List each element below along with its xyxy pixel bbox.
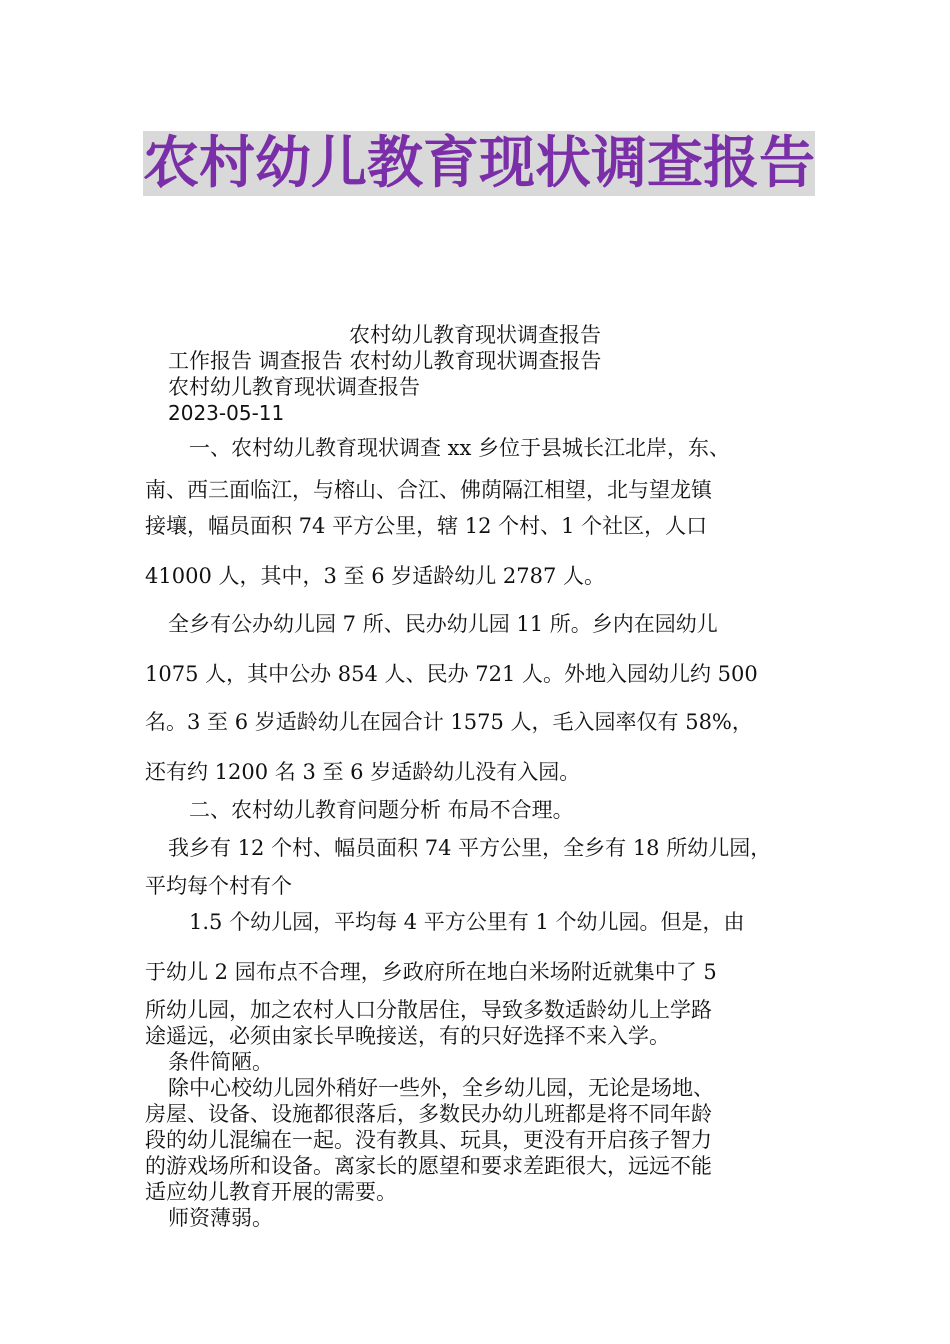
body-line: 41000 人，其中，3 至 6 岁适龄幼儿 2787 人。 [145,564,606,588]
body-line: 还有约 1200 名 3 至 6 岁适龄幼儿没有入园。 [145,760,581,784]
body-line: 平均每个村有个 [145,874,292,898]
date-line: 2023-05-11 [168,401,285,425]
document-title [143,128,823,200]
body-line: 师资薄弱。 [168,1206,273,1230]
body-line: 名。3 至 6 岁适龄幼儿在园合计 1575 人，毛入园率仅有 58%， [145,710,753,734]
body-line: 全乡有公办幼儿园 7 所、民办幼儿园 11 所。乡内在园幼儿 [168,612,718,636]
body-line: 我乡有 12 个村、幅员面积 74 平方公里，全乡有 18 所幼儿园， [168,836,772,860]
tags-line: 工作报告 调查报告 农村幼儿教育现状调查报告 [168,349,602,373]
body-line: 1.5 个幼儿园，平均每 4 平方公里有 1 个幼儿园。但是，由 [168,910,745,934]
body-line: 除中心校幼儿园外稍好一些外，全乡幼儿园，无论是场地、 [168,1076,714,1100]
body-line: 南、西三面临江，与榕山、合江、佛荫隔江相望，北与望龙镇 [145,478,712,502]
body-line: 所幼儿园，加之农村人口分散居住，导致多数适龄幼儿上学路 [145,998,712,1022]
body-line: 二、农村幼儿教育问题分析 布局不合理。 [168,798,574,822]
body-line: 条件简陋。 [168,1050,273,1074]
body-line: 的游戏场所和设备。离家长的愿望和要求差距很大，远远不能 [145,1154,712,1178]
title-highlight: 农村幼儿教育现状调查报告 [143,131,815,196]
body-line: 段的幼儿混编在一起。没有教具、玩具，更没有开启孩子智力 [145,1128,712,1152]
body-line: 于幼儿 2 园布点不合理，乡政府所在地白米场附近就集中了 5 [145,960,717,984]
body-line: 适应幼儿教育开展的需要。 [145,1180,397,1204]
body-line: 房屋、设备、设施都很落后，多数民办幼儿班都是将不同年龄 [145,1102,712,1126]
body-line: 途遥远，必须由家长早晚接送，有的只好选择不来入学。 [145,1024,670,1048]
repeat-title-line: 农村幼儿教育现状调查报告 [168,375,420,399]
centered-subtitle: 农村幼儿教育现状调查报告 [349,323,601,347]
body-line: 1075 人，其中公办 854 人、民办 721 人。外地入园幼儿约 500 [145,662,758,686]
body-line: 一、农村幼儿教育现状调查 xx 乡位于县城长江北岸，东、 [168,436,731,460]
body-line: 接壤，幅员面积 74 平方公里，辖 12 个村、1 个社区，人口 [145,514,708,538]
